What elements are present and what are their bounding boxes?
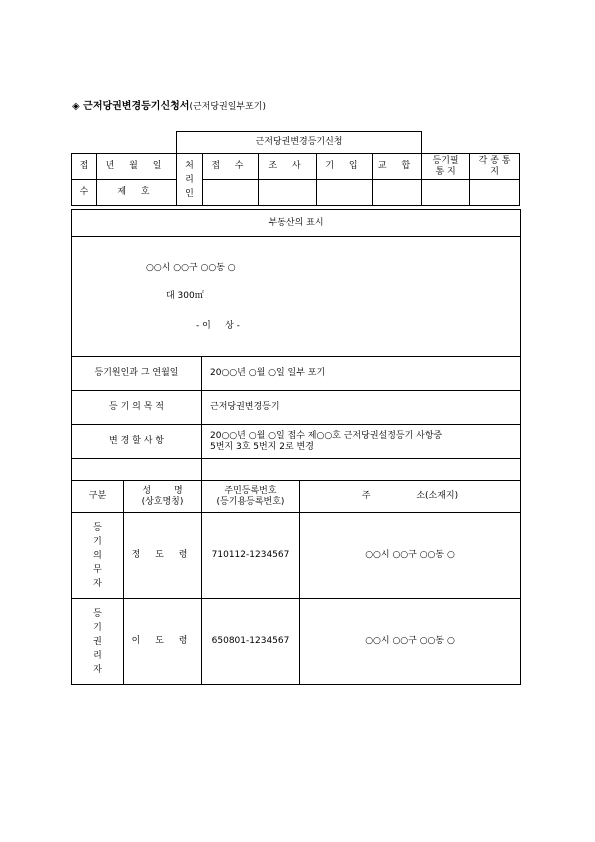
- property-address: ○○시 ○○구 ○○동 ○: [146, 263, 236, 273]
- col-entry: 기 입: [317, 154, 373, 180]
- blank-value: [202, 459, 521, 481]
- right-holder-role: 등기권리자: [72, 599, 124, 685]
- purpose-value: 근저당권변경등기: [202, 391, 521, 425]
- processor-label: 처리인: [177, 154, 203, 206]
- form-title: [72, 97, 266, 112]
- property-end: - 이 상 -: [196, 321, 240, 331]
- col-completion-notice: 등기필 통 지: [422, 154, 470, 180]
- main-table: [71, 209, 521, 685]
- col-receipt: 접 수: [203, 154, 259, 180]
- right-holder-reg: 650801-1234567: [202, 599, 300, 685]
- right-holder-name: 이 도 령: [124, 599, 202, 685]
- form-title-main: ◈ 근저당권변경등기신청서: [72, 101, 190, 112]
- party-row-obligor: [72, 513, 521, 599]
- cell-collate: [373, 180, 422, 206]
- col-collate: 교 합: [373, 154, 422, 180]
- obligor-address: ○○시 ○○구 ○○동 ○: [300, 513, 521, 599]
- change-label: 변 경 할 사 항: [72, 425, 202, 459]
- cell-entry: [317, 180, 373, 206]
- party-header-address: 주 소(소재지): [300, 481, 521, 513]
- cause-value: 20○○년 ○월 ○일 일부 포기: [202, 357, 521, 391]
- party-row-right-holder: [72, 599, 521, 685]
- cell-inspect: [259, 180, 317, 206]
- receipt-date-label: 년 월 일: [97, 154, 177, 180]
- receipt-table: [71, 131, 520, 206]
- cause-label: 등기원인과 그 연월일: [72, 357, 202, 391]
- col-various-notice: 각 종 통 지: [470, 154, 520, 180]
- col-inspect: 조 사: [259, 154, 317, 180]
- property-header: 부동산의 표시: [72, 210, 521, 237]
- obligor-reg: 710112-1234567: [202, 513, 300, 599]
- purpose-label: 등 기 의 목 적: [72, 391, 202, 425]
- cell-completion-notice: [422, 180, 470, 206]
- change-value: [202, 425, 521, 459]
- property-land: 대 300㎡: [166, 291, 204, 301]
- cell-various-notice: [470, 180, 520, 206]
- receipt-label: 접: [72, 154, 97, 180]
- blank-label: [72, 459, 202, 481]
- property-description: [72, 237, 521, 357]
- cell-receipt: [203, 180, 259, 206]
- change-value-line-2: 5번지 3호 5번지 2로 변경: [210, 441, 314, 452]
- party-header-name: 성 명 (상호명칭): [124, 481, 202, 513]
- form-title-sub: (근저당권일부포기): [189, 102, 267, 112]
- receipt-label-2: 수: [72, 180, 97, 206]
- party-header-type: 구분: [72, 481, 124, 513]
- change-value-line-1: 20○○년 ○월 ○일 접수 제○○호 근저당권설정등기 사항중: [210, 431, 443, 442]
- receipt-box-title: 근저당권변경등기신청: [177, 132, 422, 154]
- right-holder-address: ○○시 ○○구 ○○동 ○: [300, 599, 521, 685]
- receipt-number-label: 제 호: [97, 180, 177, 206]
- party-header-reg: 주민등록번호 (등기용등록번호): [202, 481, 300, 513]
- obligor-name: 정 도 령: [124, 513, 202, 599]
- obligor-role: 등기의무자: [72, 513, 124, 599]
